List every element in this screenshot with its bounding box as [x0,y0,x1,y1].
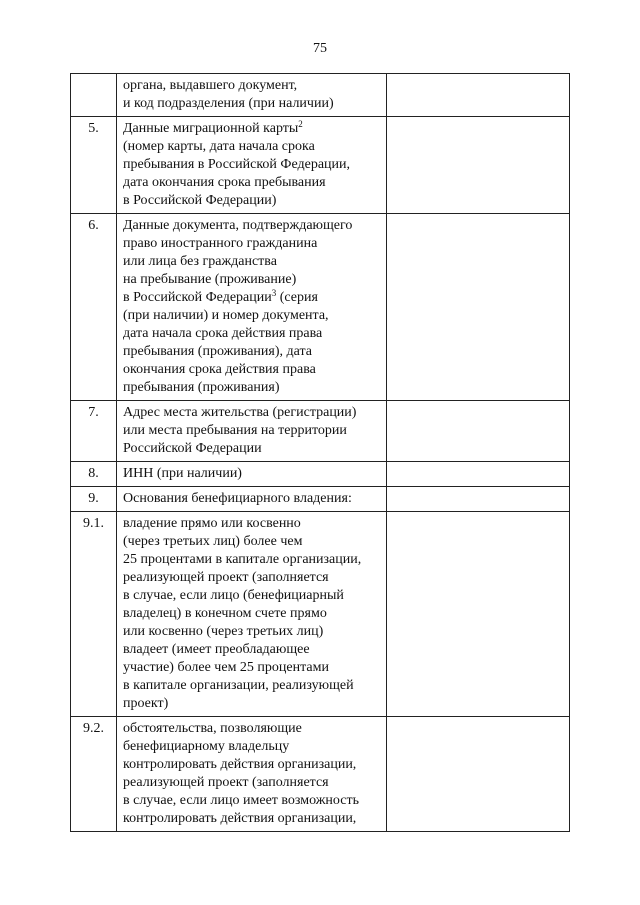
description-line: окончания срока действия права [123,362,316,377]
row-description [117,462,387,487]
row-value-cell[interactable] [387,401,570,462]
row-number: 9.2. [71,717,117,832]
description-line: владение прямо или косвенно [123,516,301,531]
description-line: пребывания (проживания), дата [123,344,312,359]
description-line: или лица без гражданства [123,254,277,269]
description-line: владеет (имеет преобладающее [123,642,310,657]
row-number: 5. [71,117,117,214]
description-text: Данные миграционной карты [123,121,299,136]
row-description [117,487,387,512]
description-line: Адрес места жительства (регистрации) [123,405,357,420]
description-line: и код подразделения (при наличии) [123,96,334,111]
row-value-cell[interactable] [387,74,570,117]
table-row [71,512,570,717]
description-line: обстоятельства, позволяющие [123,721,302,736]
description-line: органа, выдавшего документ, [123,78,298,93]
description-line: участие) более чем 25 процентами [123,660,329,675]
description-line: на пребывание (проживание) [123,272,297,287]
description-line: право иностранного гражданина [123,236,318,251]
description-line: пребывания (проживания) [123,380,280,395]
table-row [71,214,570,401]
row-description [117,117,387,214]
description-line: в случае, если лицо (бенефициарный [123,588,344,603]
row-value-cell[interactable] [387,214,570,401]
description-line: реализующей проект (заполняется [123,775,329,790]
description-line [123,289,380,307]
row-value-cell[interactable] [387,512,570,717]
description-line: пребывания в Российской Федерации, [123,157,351,172]
row-description [117,717,387,832]
row-number: 9. [71,487,117,512]
description-text: (серия [276,290,318,305]
description-line: бенефициарному владельцу [123,739,290,754]
description-line: дата начала срока действия права [123,326,323,341]
row-value-cell[interactable] [387,717,570,832]
table-row [71,401,570,462]
description-line: реализующей проект (заполняется [123,570,329,585]
row-number [71,74,117,117]
page-number: 75 [313,41,327,56]
beneficiary-form-table [70,73,570,832]
row-number: 9.1. [71,512,117,717]
description-line: или косвенно (через третьих лиц) [123,624,324,639]
description-line: Основания бенефициарного владения: [123,491,352,506]
row-description [117,74,387,117]
description-text: в Российской Федерации [123,290,272,305]
table-row [71,717,570,832]
description-line: контролировать действия организации, [123,811,357,826]
footnote-marker: 2 [298,119,303,129]
description-line: в случае, если лицо имеет возможность [123,793,359,808]
description-line: ИНН (при наличии) [123,466,242,481]
row-description [117,214,387,401]
description-line: Российской Федерации [123,441,262,456]
row-number: 8. [71,462,117,487]
description-line: в Российской Федерации) [123,193,277,208]
table-row [71,462,570,487]
description-line: Данные документа, подтверждающего [123,218,353,233]
row-description [117,512,387,717]
description-line: в капитале организации, реализующей [123,678,354,693]
row-value-cell[interactable] [387,462,570,487]
description-line: или места пребывания на территории [123,423,347,438]
footnote-marker: 3 [271,288,277,298]
row-number: 7. [71,401,117,462]
description-line: (при наличии) и номер документа, [123,308,329,323]
description-line: дата окончания срока пребывания [123,175,326,190]
description-line [123,120,380,138]
table-row [71,487,570,512]
description-line: 25 процентами в капитале организации, [123,552,362,567]
description-line: проект) [123,696,169,711]
table-row [71,74,570,117]
description-line: (через третьих лиц) более чем [123,534,303,549]
description-line: (номер карты, дата начала срока [123,139,315,154]
row-value-cell[interactable] [387,487,570,512]
description-line: контролировать действия организации, [123,757,357,772]
description-line: владелец) в конечном счете прямо [123,606,327,621]
row-description [117,401,387,462]
row-number: 6. [71,214,117,401]
row-value-cell[interactable] [387,117,570,214]
table-row [71,117,570,214]
